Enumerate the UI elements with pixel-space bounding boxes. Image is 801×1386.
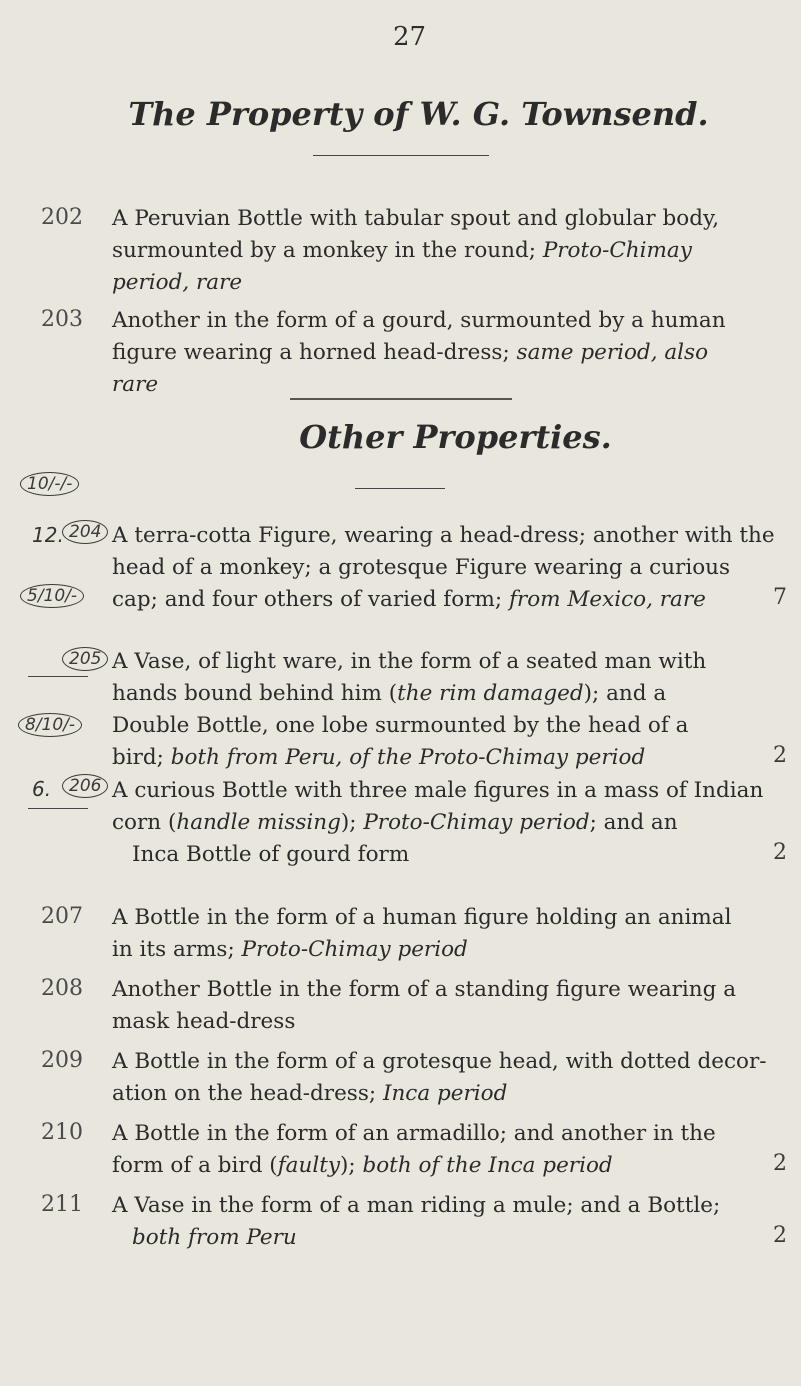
margin-note-lot: 205 [62,647,108,671]
lot-description: A terra-cotta Figure, wearing a head-dress; another with the head of a monkey; a grotesque Figure wearing a curious cap; and four others of varied form; from Mexico, rare [112,523,775,612]
lot-price: 2 [773,1223,787,1248]
lot-description: A Bottle in the form of an armadillo; and another in the form of a bird (faulty); both of the Inca period [112,1121,716,1178]
margin-note-price: 10/-/- [20,472,79,496]
lot-description: A Vase in the form of a man riding a mule; and a Bottle; both from Peru [112,1193,721,1250]
margin-note-lot: 204 [62,520,108,544]
lot-number: 210 [41,1120,83,1145]
lot-number: 203 [41,307,83,332]
lot-number: 202 [41,205,83,230]
margin-note-price: 12. [32,523,64,547]
section-title: Other Properties. [299,418,612,456]
lot-price: 2 [773,840,787,865]
lot-description: A Vase, of light ware, in the form of a seated man with hands bound behind him (the rim damaged); and a Double Bottle, one lobe surmounted by the head of a bird; both from Peru, of the Proto-Chimay period [112,649,707,770]
lot-price: 2 [773,743,787,768]
margin-note-price: 5/10/- [20,584,84,608]
page-title: The Property of W. G. Townsend. [128,95,709,133]
lot-description: A curious Bottle with three male figures in a mass of Indian corn (handle missing); Proto-Chimay period; and an Inca Bottle of gourd form [112,778,764,867]
lot-number: 208 [41,976,83,1001]
lot-number: 209 [41,1048,83,1073]
margin-note-price: 8/10/- [18,713,82,737]
margin-note-price: 6. [32,777,52,801]
lot-description: Another Bottle in the form of a standing figure wearing a mask head-dress [112,977,737,1034]
section-rule [290,398,512,400]
lot-description: Another in the form of a gourd, surmounted by a human figure wearing a horned head-dress; same period, also rare [112,308,726,397]
lot-description: A Bottle in the form of a grotesque head, with dotted decor- ation on the head-dress; Inca period [112,1049,767,1106]
lot-description: A Peruvian Bottle with tabular spout and globular body, surmounted by a monkey in the round; Proto-Chimay period, rare [112,206,720,295]
margin-rule [28,808,88,809]
page-number: 27 [393,22,427,52]
lot-number: 207 [41,904,83,929]
lot-description: A Bottle in the form of a human figure holding an animal in its arms; Proto-Chimay period [112,905,732,962]
margin-note-lot: 206 [62,774,108,798]
title-rule [313,155,489,156]
lot-price: 7 [773,585,787,610]
margin-rule [28,676,88,677]
section-title-rule [355,488,445,489]
lot-number: 211 [41,1192,83,1217]
lot-price: 2 [773,1151,787,1176]
